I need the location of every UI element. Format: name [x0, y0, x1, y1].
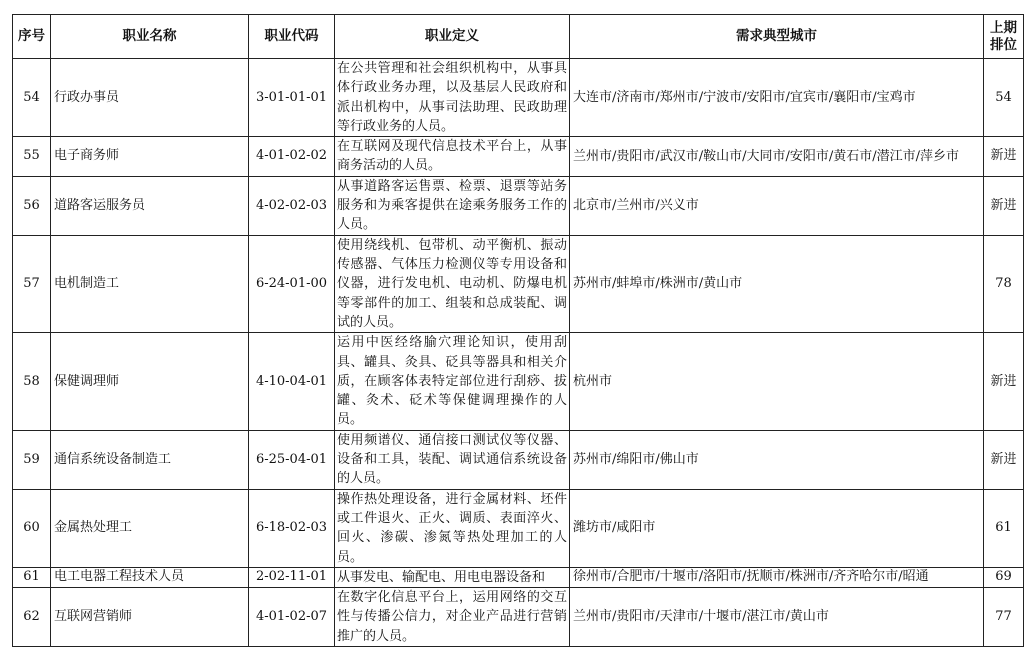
cell-cities: 杭州市: [570, 333, 984, 430]
cell-seq: 61: [13, 567, 51, 587]
cell-seq: 57: [13, 235, 51, 332]
cell-last-rank: 54: [984, 59, 1024, 137]
cell-definition: 使用频谱仪、通信接口测试仪等仪器、设备和工具，装配、调试通信系统设备的人员。: [335, 430, 570, 489]
cell-last-rank: 新进: [984, 176, 1024, 235]
table-row: [13, 588, 1024, 647]
cell-definition: 从事道路客运售票、检票、退票等站务服务和为乘客提供在途乘务服务工作的人员。: [335, 176, 570, 235]
cell-seq: 55: [13, 137, 51, 177]
cell-cities: 北京市/兰州市/兴义市: [570, 176, 984, 235]
cell-cities: 徐州市/合肥市/十堰市/洛阳市/抚顺市/株洲市/齐齐哈尔市/昭通: [570, 567, 984, 587]
cell-name: 互联网营销师: [51, 588, 249, 647]
header-last-rank: 上期排位: [984, 15, 1024, 59]
cell-cities: 大连市/济南市/郑州市/宁波市/安阳市/宜宾市/襄阳市/宝鸡市: [570, 59, 984, 137]
table-row: [13, 235, 1024, 332]
cell-last-rank: 新进: [984, 333, 1024, 430]
cell-definition: 使用绕线机、包带机、动平衡机、振动传感器、气体压力检测仪等专用设备和仪器，进行发电机、电动机、防爆电机等零部件的加工、组装和总成装配、调试的人员。: [335, 235, 570, 332]
table-row: [13, 489, 1024, 567]
table-row: [13, 333, 1024, 430]
table-header-row: [13, 15, 1024, 59]
cell-name: 电子商务师: [51, 137, 249, 177]
cell-definition: 从事发电、输配电、用电电器设备和: [335, 567, 570, 587]
cell-name: 电机制造工: [51, 235, 249, 332]
cell-code: 3-01-01-01: [249, 59, 335, 137]
header-cities: 需求典型城市: [570, 15, 984, 59]
cell-last-rank: 新进: [984, 137, 1024, 177]
cell-last-rank: 新进: [984, 430, 1024, 489]
cell-code: 2-02-11-01: [249, 567, 335, 587]
cell-code: 4-01-02-02: [249, 137, 335, 177]
cell-code: 4-02-02-03: [249, 176, 335, 235]
cell-seq: 54: [13, 59, 51, 137]
cell-last-rank: 69: [984, 567, 1024, 587]
cell-name: 金属热处理工: [51, 489, 249, 567]
occupation-table: [12, 14, 1024, 647]
cell-seq: 59: [13, 430, 51, 489]
cell-name: 道路客运服务员: [51, 176, 249, 235]
header-seq: 序号: [13, 15, 51, 59]
cell-cities: 苏州市/绵阳市/佛山市: [570, 430, 984, 489]
cell-code: 4-01-02-07: [249, 588, 335, 647]
cell-definition: 在数字化信息平台上，运用网络的交互性与传播公信力，对企业产品进行营销推广的人员。: [335, 588, 570, 647]
table-row: [13, 430, 1024, 489]
cell-name: 保健调理师: [51, 333, 249, 430]
cell-cities: 潍坊市/咸阳市: [570, 489, 984, 567]
header-code: 职业代码: [249, 15, 335, 59]
header-name: 职业名称: [51, 15, 249, 59]
cell-last-rank: 77: [984, 588, 1024, 647]
cell-last-rank: 78: [984, 235, 1024, 332]
header-definition: 职业定义: [335, 15, 570, 59]
table-row: [13, 567, 1024, 587]
cell-seq: 62: [13, 588, 51, 647]
cell-cities: 苏州市/蚌埠市/株洲市/黄山市: [570, 235, 984, 332]
cell-seq: 56: [13, 176, 51, 235]
cell-cities: 兰州市/贵阳市/武汉市/鞍山市/大同市/安阳市/黄石市/潜江市/萍乡市: [570, 137, 984, 177]
cell-name: 电工电器工程技术人员: [51, 567, 249, 587]
cell-last-rank: 61: [984, 489, 1024, 567]
cell-definition: 运用中医经络腧穴理论知识，使用刮具、罐具、灸具、砭具等器具和相关介质，在顾客体表特定部位进行刮痧、拔罐、灸术、砭术等保健调理操作的人员。: [335, 333, 570, 430]
cell-definition: 在互联网及现代信息技术平台上，从事商务活动的人员。: [335, 137, 570, 177]
table-row: [13, 176, 1024, 235]
cell-seq: 58: [13, 333, 51, 430]
cell-name: 行政办事员: [51, 59, 249, 137]
table-row: [13, 137, 1024, 177]
cell-name: 通信系统设备制造工: [51, 430, 249, 489]
cell-code: 6-18-02-03: [249, 489, 335, 567]
table-row: [13, 59, 1024, 137]
cell-definition: 操作热处理设备，进行金属材料、坯件或工件退火、正火、调质、表面淬火、回火、渗碳、渗氮等热处理加工的人员。: [335, 489, 570, 567]
cell-definition: 在公共管理和社会组织机构中，从事具体行政业务办理，以及基层人民政府和派出机构中，从事司法助理、民政助理等行政业务的人员。: [335, 59, 570, 137]
cell-code: 6-24-01-00: [249, 235, 335, 332]
cell-cities: 兰州市/贵阳市/天津市/十堰市/湛江市/黄山市: [570, 588, 984, 647]
cell-code: 6-25-04-01: [249, 430, 335, 489]
cell-seq: 60: [13, 489, 51, 567]
cell-code: 4-10-04-01: [249, 333, 335, 430]
